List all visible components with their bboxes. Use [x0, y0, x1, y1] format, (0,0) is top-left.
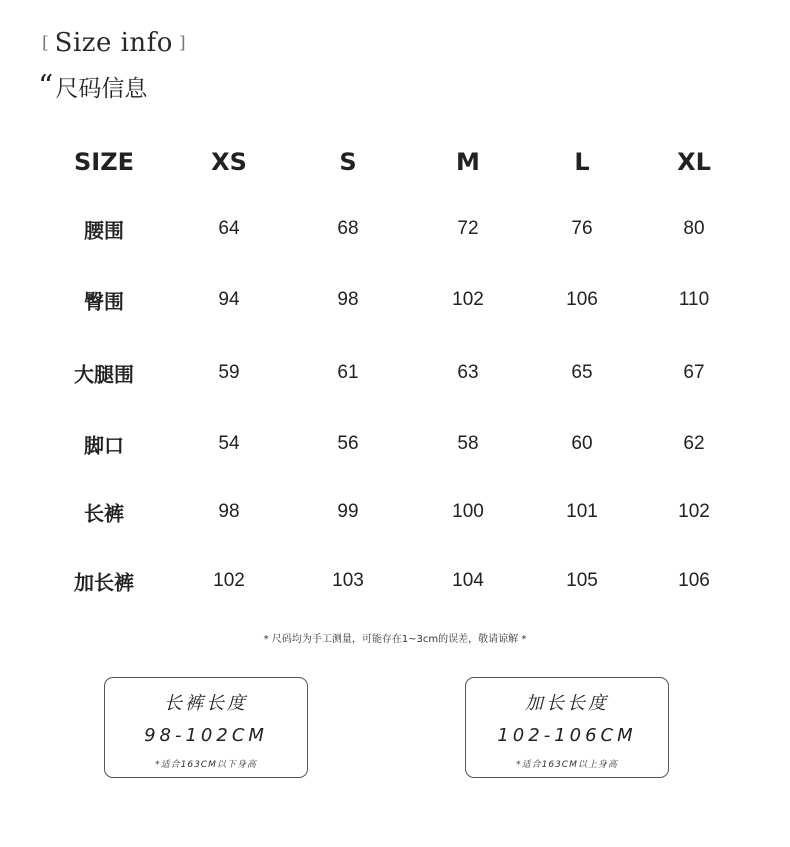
table-cell: 80	[683, 218, 705, 239]
row-label: 腰围	[84, 218, 124, 243]
size-col-header: S	[339, 148, 357, 176]
table-cell: 102	[678, 501, 710, 522]
table-cell: 100	[452, 501, 484, 522]
row-label: 长裤	[84, 501, 124, 526]
size-col-header: L	[574, 148, 590, 176]
table-cell: 106	[566, 289, 598, 310]
table-cell: 76	[571, 218, 593, 239]
bracket-close: ]	[178, 33, 186, 53]
pants-length-title: 长裤长度	[164, 693, 248, 714]
table-cell: 110	[678, 289, 710, 310]
table-cell: 62	[683, 433, 705, 454]
table-cell: 59	[218, 362, 240, 383]
title-cn: 尺码信息	[55, 76, 148, 102]
pants-length-box	[104, 677, 308, 778]
title-en: Size info	[54, 28, 173, 58]
table-cell: 60	[571, 433, 593, 454]
table-cell: 99	[337, 501, 359, 522]
table-cell: 72	[457, 218, 479, 239]
table-cell: 98	[337, 289, 359, 310]
extended-length-range: 102-106CM	[497, 725, 637, 746]
table-cell: 101	[566, 501, 598, 522]
measurement-note: * 尺码均为手工测量，可能存在1~3cm的误差，敬请谅解 *	[263, 634, 527, 645]
extended-length-note: *适合163CM以上身高	[516, 760, 618, 770]
row-label: 脚口	[84, 433, 124, 458]
bracket-open: [	[42, 33, 49, 53]
row-label: 臀围	[84, 289, 124, 314]
table-cell: 58	[457, 433, 479, 454]
row-label: 大腿围	[74, 362, 134, 387]
table-cell: 67	[683, 362, 705, 383]
table-cell: 103	[332, 570, 364, 591]
table-cell: 64	[218, 218, 240, 239]
pants-length-note: *适合163CM以下身高	[155, 760, 257, 770]
size-col-header: XS	[211, 148, 247, 176]
table-cell: 68	[337, 218, 359, 239]
table-cell: 98	[218, 501, 240, 522]
row-label: 加长裤	[74, 570, 134, 595]
extended-length-title: 加长长度	[525, 693, 609, 714]
size-col-header: M	[456, 148, 480, 176]
table-cell: 54	[218, 433, 240, 454]
table-cell: 105	[566, 570, 598, 591]
table-cell: 65	[571, 362, 593, 383]
table-cell: 102	[452, 289, 484, 310]
quote-mark: “	[38, 69, 54, 104]
table-cell: 63	[457, 362, 479, 383]
table-cell: 61	[337, 362, 359, 383]
extended-length-box	[465, 677, 669, 778]
table-cell: 102	[213, 570, 245, 591]
size-header: SIZE	[73, 148, 135, 176]
pants-length-range: 98-102CM	[144, 725, 268, 746]
size-col-header: XL	[677, 148, 711, 176]
table-cell: 106	[678, 570, 710, 591]
table-cell: 104	[452, 570, 484, 591]
table-cell: 56	[337, 433, 359, 454]
table-cell: 94	[218, 289, 240, 310]
